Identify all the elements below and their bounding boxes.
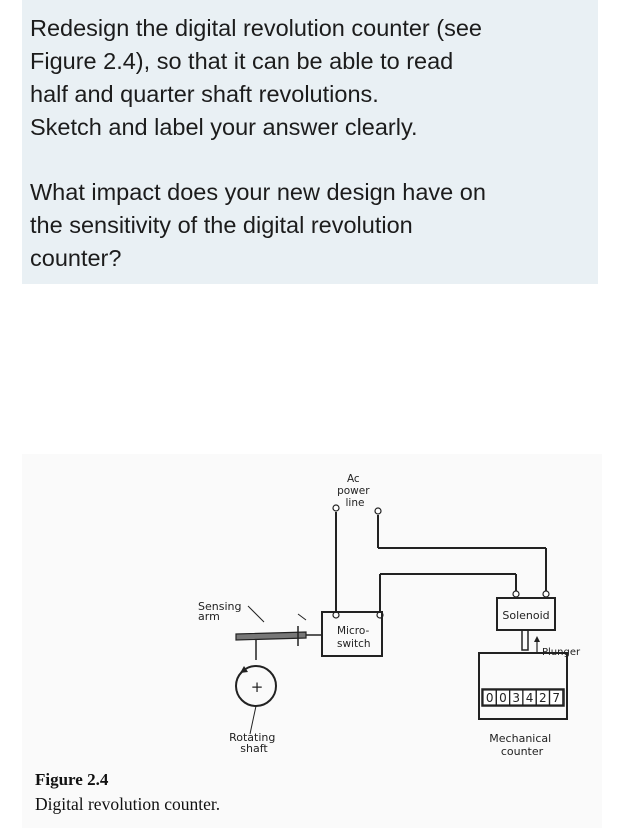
figure-caption-description: Digital revolution counter. — [35, 794, 221, 814]
sensing-arm — [236, 632, 306, 640]
counter-digit: 4 — [525, 691, 534, 705]
sensing-arm-label: Sensing arm — [198, 600, 242, 623]
shaft-center-symbol: + — [250, 678, 264, 696]
mechanical-counter-label: Mechanical counter — [489, 732, 552, 758]
plunger-rod — [522, 630, 528, 650]
mechanical-counter-body — [479, 653, 567, 719]
solenoid-label: Solenoid — [502, 609, 550, 622]
plunger-label: Plunger — [542, 647, 581, 658]
counter-digit: 0 — [485, 691, 494, 705]
question-paragraph-redesign: Redesign the digital revolution counter (see Figure 2.4), so that it can be able to read half and quarter shaft revolutions. Sketch and label your answer clearly. — [30, 15, 482, 140]
ac-power-line-label: Ac power line — [337, 473, 370, 509]
rotating-shaft-label: Rotating shaft — [229, 731, 276, 755]
question-paragraph-sensitivity: What impact does your new design have on the sensitivity of the digital revolution counter? — [30, 179, 486, 271]
terminals — [333, 505, 549, 618]
counter-digit: 2 — [539, 691, 547, 705]
micro-switch-label: Micro- switch — [337, 625, 371, 650]
figure-caption-title: Figure 2.4 — [35, 770, 109, 789]
counter-digit: 7 — [552, 691, 560, 705]
counter-digit: 3 — [512, 691, 521, 705]
counter-digit: 0 — [499, 691, 507, 705]
